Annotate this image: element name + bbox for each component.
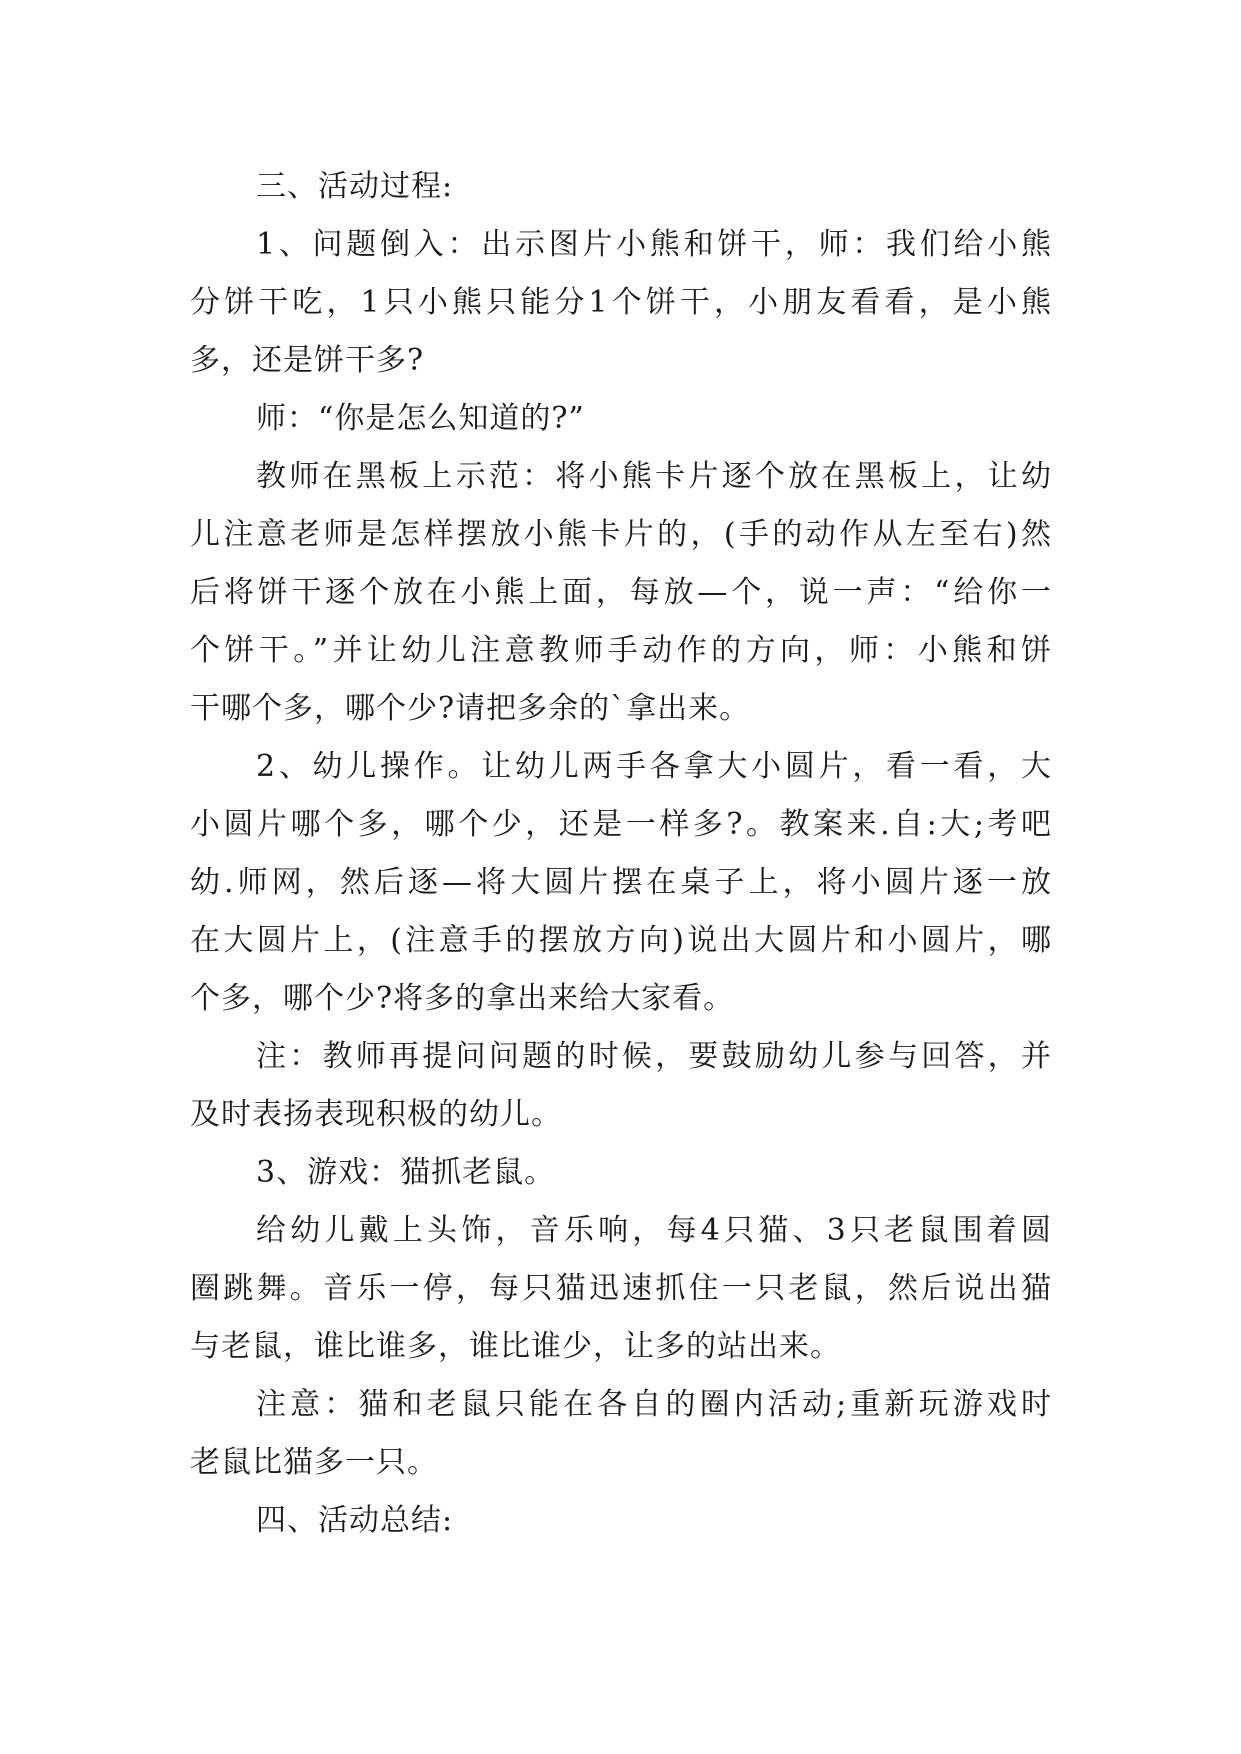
paragraph-line: 圈跳舞。音乐一停，每只猫迅速抓住一只老鼠，然后说出猫 [190, 1271, 1052, 1306]
paragraph-line: 及时表扬表现积极的幼儿。 [190, 1097, 562, 1132]
paragraph-line: 与老鼠，谁比谁多，谁比谁少，让多的站出来。 [190, 1329, 841, 1364]
paragraph-line: 个多，哪个少?将多的拿出来给大家看。 [190, 981, 735, 1016]
paragraph-line: 教师在黑板上示范：将小熊卡片逐个放在黑板上，让幼 [256, 459, 1052, 494]
paragraph-line: 干哪个多，哪个少?请把多余的`拿出来。 [190, 691, 751, 726]
paragraph-line: 多，还是饼干多? [190, 343, 425, 378]
paragraph-line: 个饼干。”并让幼儿注意教师手动作的方向，师：小熊和饼 [190, 633, 1052, 668]
paragraph-line: 2、幼儿操作。让幼儿两手各拿大小圆片，看一看，大 [256, 749, 1052, 784]
paragraph-line: 注意：猫和老鼠只能在各自的圈内活动;重新玩游戏时 [256, 1387, 1052, 1422]
paragraph-line: 1、问题倒入：出示图片小熊和饼干，师：我们给小熊 [256, 227, 1052, 262]
paragraph-line: 幼.师网，然后逐—将大圆片摆在桌子上，将小圆片逐一放 [190, 865, 1052, 900]
paragraph-line: 注：教师再提问问题的时候，要鼓励幼儿参与回答，并 [256, 1039, 1052, 1074]
section-heading-activity-summary: 四、活动总结: [256, 1503, 454, 1538]
paragraph-line: 后将饼干逐个放在小熊上面，每放—个，说一声：“给你一 [190, 575, 1052, 610]
paragraph-line: 师：“你是怎么知道的?” [256, 401, 585, 436]
paragraph-line: 在大圆片上，(注意手的摆放方向)说出大圆片和小圆片，哪 [190, 923, 1052, 958]
paragraph-line: 小圆片哪个多，哪个少，还是一样多?。教案来.自:大;考吧 [190, 807, 1052, 842]
paragraph-line: 老鼠比猫多一只。 [190, 1445, 438, 1480]
paragraph-line: 给幼儿戴上头饰，音乐响，每4只猫、3只老鼠围着圆 [256, 1213, 1052, 1248]
paragraph-line: 儿注意老师是怎样摆放小熊卡片的，(手的动作从左至右)然 [190, 517, 1052, 552]
section-heading-activity-process: 三、活动过程: [256, 169, 454, 204]
document-body [190, 158, 1052, 1550]
paragraph-line: 3、游戏：猫抓老鼠。 [256, 1155, 556, 1190]
paragraph-line: 分饼干吃，1只小熊只能分1个饼干，小朋友看看，是小熊 [190, 285, 1052, 320]
